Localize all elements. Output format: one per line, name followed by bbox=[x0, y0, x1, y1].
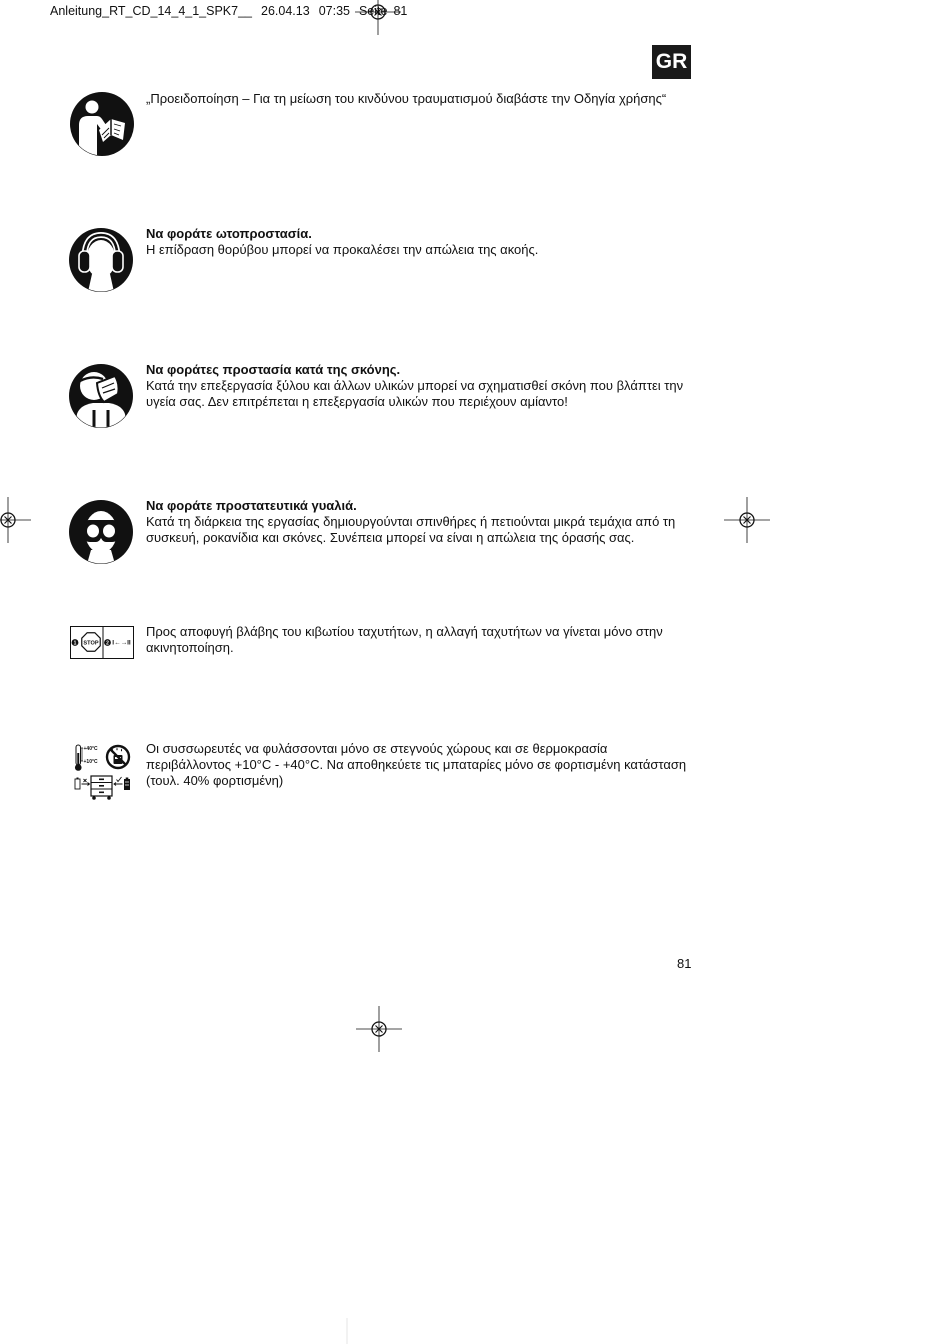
gear-change-warning bbox=[0, 624, 950, 690]
warning-text bbox=[146, 91, 666, 107]
section-title: Να φοράτες προστασία κατά της σκόνης. bbox=[146, 362, 401, 377]
ear-protection-warning bbox=[0, 226, 950, 292]
warning-text bbox=[146, 226, 538, 258]
text-line: (τουλ. 40% φορτισμένη) bbox=[146, 773, 284, 788]
section-title: Να φοράτε προστατευτικά γυαλιά. bbox=[146, 498, 357, 513]
step-two-number: 2 bbox=[106, 640, 109, 647]
language-badge: GR bbox=[652, 45, 691, 79]
text-line: Η επίδραση θορύβου μπορεί να προκαλέσει την απώλεια της ακοής. bbox=[146, 242, 539, 257]
eye-protection-warning bbox=[0, 498, 950, 564]
warning-text bbox=[146, 498, 675, 546]
thermometer-icon bbox=[75, 745, 83, 771]
slug-page-label: Seite bbox=[358, 4, 388, 18]
slug-filename: Anleitung_RT_CD_14_4_1_SPK7__ bbox=[50, 4, 253, 18]
charging-storage-icon bbox=[75, 776, 130, 800]
print-slug bbox=[50, 3, 407, 19]
slug-time: 07:35 bbox=[318, 4, 350, 18]
warning-text bbox=[146, 741, 686, 789]
dust-protection-warning bbox=[0, 362, 950, 428]
temp-low-label: +10°C bbox=[83, 759, 98, 765]
text-line: ακινητοποίηση. bbox=[146, 640, 234, 655]
text-line: „Προειδοποίηση – Για τη μείωση του κινδύνου τραυματισμού διαβάστε την Οδηγία χρήσης“ bbox=[146, 91, 667, 106]
dust-mask-icon bbox=[69, 364, 133, 428]
gear-change-label: I←→II bbox=[112, 639, 131, 647]
registration-mark-bottom bbox=[356, 1006, 402, 1052]
temp-high-label: +40°C bbox=[83, 746, 98, 752]
step-one-number: 1 bbox=[73, 640, 77, 647]
battery-storage-icon bbox=[74, 744, 132, 800]
stop-before-gear-change-icon bbox=[70, 626, 134, 660]
page-number: 81 bbox=[677, 956, 692, 971]
text-line: Προς αποφυγή βλάβης του κιβωτίου ταχυτήτων, η αλλαγή ταχυτήτων να γίνεται μόνο στην bbox=[146, 624, 663, 639]
text-line: Οι συσσωρευτές να φυλάσσονται μόνο σε στεγνούς χώρους και σε θερμοκρασία bbox=[146, 741, 608, 756]
warning-text bbox=[146, 624, 663, 656]
text-line: Κατά την επεξεργασία ξύλου και άλλων υλικών μπορεί να σχηματισθεί σκόνη που βλάπτει την bbox=[146, 378, 684, 393]
no-water-icon bbox=[107, 746, 129, 768]
battery-storage-warning bbox=[0, 741, 950, 807]
read-manual-icon bbox=[70, 92, 134, 156]
text-line: συσκευή, ροκανίδια και σκόνες. Συνέπεια μπορεί να είναι η απώλεια της όρασής σας. bbox=[146, 530, 635, 545]
safety-goggles-icon bbox=[69, 500, 133, 564]
read-manual-warning bbox=[0, 91, 950, 157]
slug-date: 26.04.13 bbox=[261, 4, 310, 18]
warning-text bbox=[146, 362, 683, 410]
ear-protection-icon bbox=[69, 228, 133, 292]
text-line: περιβάλλοντος +10°C - +40°C. Να αποθηκεύετε τις μπαταρίες μόνο σε φορτισμένη κατάσταση bbox=[146, 757, 687, 772]
stop-label: STOP bbox=[83, 640, 99, 647]
text-line: υγεία σας. Δεν επιτρέπεται η επεξεργασία υλικών που περιέχουν αμίαντο! bbox=[146, 394, 568, 409]
section-title: Να φοράτε ωτοπροστασία. bbox=[146, 226, 312, 241]
slug-page: 81 bbox=[393, 4, 408, 18]
text-line: Κατά τη διάρκεια της εργασίας δημιουργούνται σπινθήρες ή πετιούνται μικρά τεμάχια από τη bbox=[146, 514, 676, 529]
